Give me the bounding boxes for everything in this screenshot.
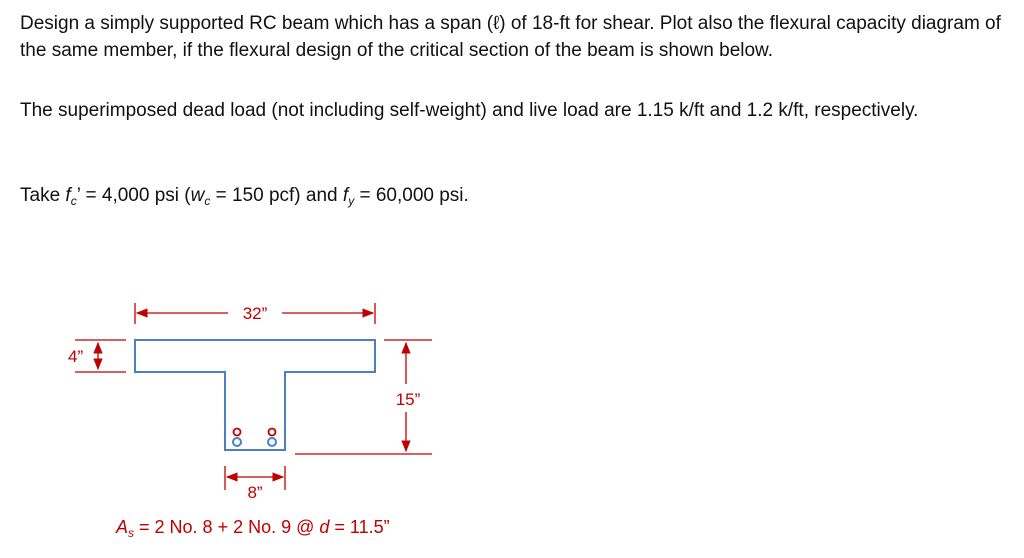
fc-symbol: f xyxy=(65,185,71,206)
as-symbol: A xyxy=(116,517,129,537)
fc-value: ’ = 4,000 psi ( xyxy=(76,185,191,206)
as-subscript: s xyxy=(128,526,135,540)
flange-width-label: 32” xyxy=(242,304,268,323)
d-value: = 11.5” xyxy=(329,517,390,537)
material-properties-paragraph xyxy=(20,182,1005,215)
total-depth-label: 15” xyxy=(395,390,421,409)
reinforcement-caption xyxy=(116,517,390,540)
caption-text: = 2 No. 8 + 2 No. 9 @ xyxy=(134,517,320,537)
rebar-top-left xyxy=(234,429,241,436)
t-beam-section-figure xyxy=(0,280,1024,510)
wc-subscript: c xyxy=(204,194,211,208)
fy-subscript: y xyxy=(348,194,355,208)
flange-thickness-label: 4” xyxy=(68,347,84,366)
wc-symbol: w xyxy=(190,185,205,206)
rebar-bottom-left xyxy=(233,438,241,446)
rebar-bottom-right xyxy=(268,438,276,446)
fy-symbol: f xyxy=(342,185,349,206)
loads-paragraph: The superimposed dead load (not including self-weight) and live load are 1.15 k/ft and 1.2 k/ft, respectively. xyxy=(20,100,919,121)
problem-statement-paragraph: Design a simply supported RC beam which has a span (ℓ) of 18-ft for shear. Plot also the flexural capacity diagram of the same member, if the flexural design of the critical section of the beam is shown below. xyxy=(20,13,1001,61)
rebar-top-right xyxy=(269,429,276,436)
take-text: Take xyxy=(20,185,66,206)
fy-value: = 60,000 psi. xyxy=(354,185,469,206)
fc-subscript: c xyxy=(70,194,77,208)
web-width-label: 8” xyxy=(247,483,263,502)
wc-value: = 150 pcf) and xyxy=(210,185,343,206)
d-symbol: d xyxy=(319,517,330,537)
t-beam-outline xyxy=(135,340,375,450)
